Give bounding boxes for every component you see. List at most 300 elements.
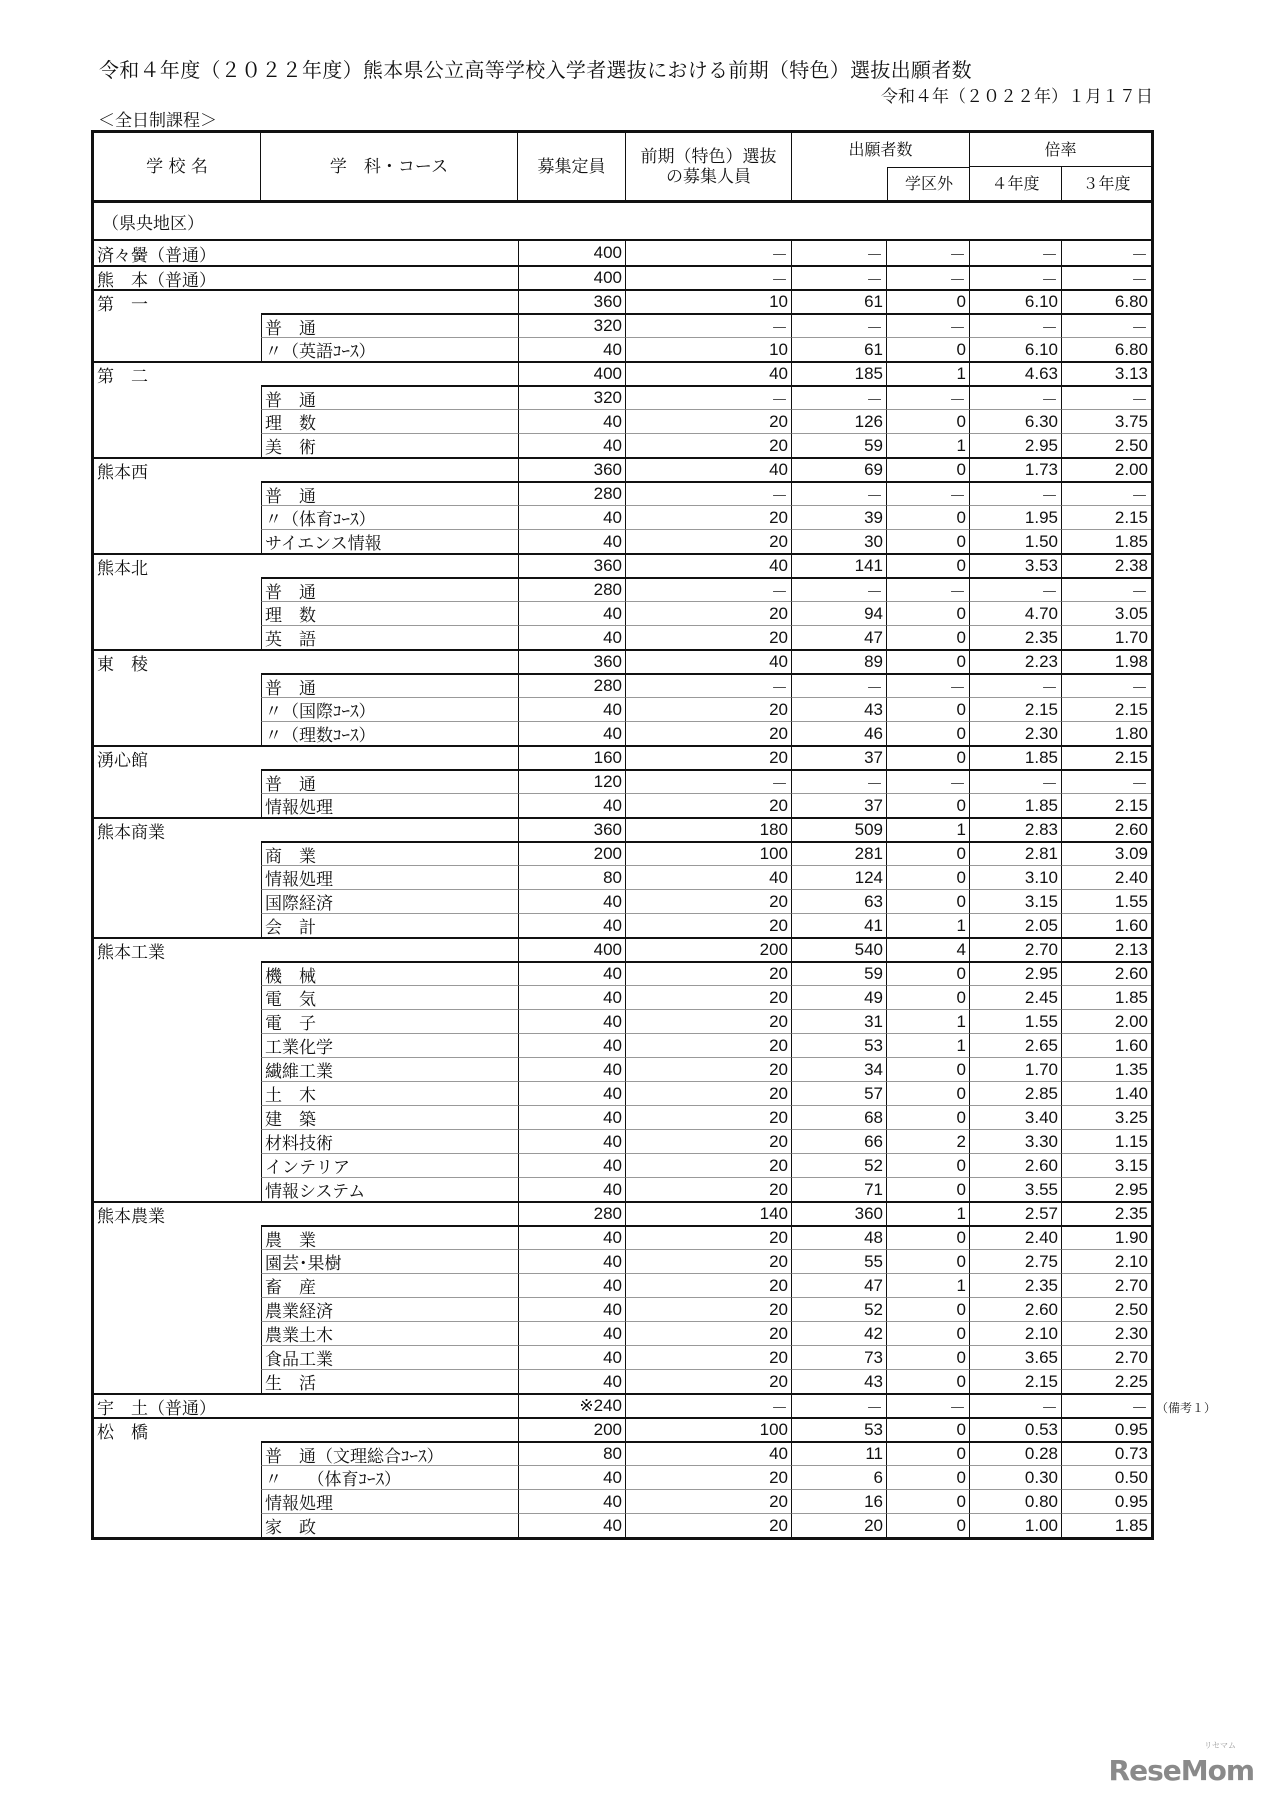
cell-ratio-r4: － — [970, 769, 1062, 793]
cell-department-name: 情報処理 — [261, 793, 518, 817]
cell-early-quota: 20 — [626, 1105, 792, 1129]
cell-ratio-r4: 3.30 — [970, 1129, 1062, 1153]
cell-school-name: 熊本西 — [97, 462, 148, 483]
cell-department-name: 畜 産 — [261, 1273, 518, 1297]
cell-ratio-r3: 2.70 — [1062, 1273, 1151, 1297]
cell-department-name: 食品工業 — [261, 1345, 518, 1369]
cell-early-quota: 100 — [626, 1419, 792, 1441]
cell-applicants: 43 — [792, 1369, 887, 1393]
cell-ratio-r4: 1.00 — [970, 1513, 1062, 1537]
department-row — [94, 673, 1151, 697]
cell-capacity: 40 — [518, 1489, 626, 1513]
cell-ratio-r4: 2.81 — [970, 841, 1062, 865]
cell-early-quota: 10 — [626, 337, 792, 361]
cell-early-quota: 40 — [626, 363, 792, 385]
cell-early-quota: － — [626, 577, 792, 601]
cell-early-quota: 140 — [626, 1203, 792, 1225]
cell-department-name: 農 業 — [261, 1225, 518, 1249]
department-row — [94, 529, 1151, 553]
cell-applicants: 185 — [792, 363, 887, 385]
cell-department-name: 商 業 — [261, 841, 518, 865]
cell-school-name: 熊本北 — [97, 558, 148, 579]
cell-early-quota: 40 — [626, 651, 792, 673]
school-row — [94, 817, 1151, 841]
cell-capacity: 40 — [518, 793, 626, 817]
cell-early-quota: 20 — [626, 433, 792, 457]
course-type-label: ＜全日制課程＞ — [98, 111, 217, 131]
school-row — [94, 457, 1151, 481]
department-row — [94, 1273, 1151, 1297]
document-date: 令和４年（２０２２年）１月１７日 — [881, 87, 1153, 107]
cell-outside-district: 0 — [887, 1369, 970, 1393]
cell-outside-district: 0 — [887, 555, 970, 577]
cell-ratio-r3: 2.13 — [1114, 940, 1148, 959]
cell-capacity: 40 — [518, 1273, 626, 1297]
department-row — [94, 889, 1151, 913]
cell-capacity: 40 — [518, 721, 626, 745]
department-row — [94, 313, 1151, 337]
cell-early-quota: 20 — [626, 961, 792, 985]
cell-early-quota: － — [626, 241, 792, 265]
department-row — [94, 1105, 1151, 1129]
cell-school-name: 熊本工業 — [97, 942, 165, 963]
cell-ratio-r4: － — [970, 1395, 1062, 1417]
cell-school-name: 第 一 — [97, 294, 148, 315]
cell-capacity: 400 — [518, 241, 626, 265]
cell-ratio-r3: 2.15 — [1062, 793, 1151, 817]
cell-outside-district: 0 — [887, 1419, 970, 1441]
cell-ratio-r3: 3.25 — [1062, 1105, 1151, 1129]
cell-school-name: 湧心館 — [97, 750, 148, 771]
cell-school-name: 熊本農業 — [97, 1206, 165, 1227]
cell-capacity: ※240 — [518, 1395, 626, 1417]
cell-applicants: 281 — [792, 841, 887, 865]
cell-outside-district: 0 — [887, 529, 970, 553]
department-row — [94, 385, 1151, 409]
cell-ratio-r4: 3.65 — [970, 1345, 1062, 1369]
cell-applicants: 61 — [792, 337, 887, 361]
cell-outside-district: 0 — [887, 1345, 970, 1369]
cell-applicants: 141 — [792, 555, 887, 577]
cell-department-name: サイエンス情報 — [261, 529, 518, 553]
department-row — [94, 481, 1151, 505]
cell-applicants: 48 — [792, 1225, 887, 1249]
department-row — [94, 913, 1151, 937]
cell-early-quota: － — [626, 385, 792, 409]
cell-ratio-r3: 2.38 — [1114, 556, 1148, 575]
cell-applicants: 360 — [792, 1203, 887, 1225]
cell-ratio-r4: 1.50 — [970, 529, 1062, 553]
cell-ratio-r3: 2.95 — [1062, 1177, 1151, 1201]
cell-department-name: 繊維工業 — [261, 1057, 518, 1081]
cell-department-name: 〃（英語ｺｰｽ） — [261, 337, 518, 361]
cell-outside-district: 0 — [887, 889, 970, 913]
cell-capacity: 40 — [518, 1321, 626, 1345]
cell-early-quota: 20 — [626, 1225, 792, 1249]
cell-outside-district: 0 — [887, 1225, 970, 1249]
cell-outside-district: － — [887, 267, 970, 289]
cell-department-name: 情報処理 — [261, 865, 518, 889]
cell-department-name: 電 子 — [261, 1009, 518, 1033]
cell-ratio-r4: 6.10 — [970, 337, 1062, 361]
cell-applicants: 46 — [792, 721, 887, 745]
cell-outside-district: － — [887, 313, 970, 337]
cell-early-quota: 20 — [626, 1273, 792, 1297]
cell-early-quota: 40 — [626, 459, 792, 481]
cell-ratio-r4: 1.85 — [970, 747, 1062, 769]
cell-outside-district: 0 — [887, 697, 970, 721]
cell-ratio-r4: 2.65 — [970, 1033, 1062, 1057]
cell-applicants: 509 — [792, 819, 887, 841]
department-row — [94, 601, 1151, 625]
cell-ratio-r3: － — [1131, 1398, 1148, 1418]
cell-capacity: 40 — [518, 409, 626, 433]
cell-ratio-r3: 6.80 — [1062, 337, 1151, 361]
school-row — [94, 289, 1151, 313]
cell-outside-district: － — [887, 241, 970, 265]
cell-applicants: 59 — [792, 961, 887, 985]
cell-ratio-r3: 1.80 — [1062, 721, 1151, 745]
cell-outside-district: 1 — [887, 433, 970, 457]
cell-applicants: － — [792, 673, 887, 697]
cell-applicants: 68 — [792, 1105, 887, 1129]
cell-department-name: 工業化学 — [261, 1033, 518, 1057]
cell-capacity: 200 — [518, 1419, 626, 1441]
cell-early-quota: 40 — [626, 865, 792, 889]
cell-ratio-r3: － — [1062, 577, 1151, 601]
cell-department-name: 生 活 — [261, 1369, 518, 1393]
cell-ratio-r3: － — [1062, 313, 1151, 337]
department-row — [94, 1057, 1151, 1081]
cell-applicants: 37 — [792, 747, 887, 769]
department-row — [94, 505, 1151, 529]
cell-capacity: 40 — [518, 889, 626, 913]
cell-school-name: 第 二 — [97, 366, 148, 387]
cell-ratio-r4: － — [970, 267, 1062, 289]
cell-outside-district: 0 — [887, 1105, 970, 1129]
cell-applicants: － — [792, 385, 887, 409]
cell-ratio-r3: 1.85 — [1062, 1513, 1151, 1537]
cell-outside-district: － — [887, 385, 970, 409]
cell-early-quota: 20 — [626, 889, 792, 913]
cell-department-name: 機 械 — [261, 961, 518, 985]
cell-ratio-r3: 2.35 — [1114, 1204, 1148, 1223]
cell-early-quota: 40 — [626, 1441, 792, 1465]
cell-ratio-r4: － — [970, 241, 1062, 265]
cell-outside-district: 0 — [887, 505, 970, 529]
cell-outside-district: 0 — [887, 291, 970, 313]
cell-early-quota: 20 — [626, 1297, 792, 1321]
cell-ratio-r3: 0.50 — [1062, 1465, 1151, 1489]
cell-ratio-r4: － — [970, 481, 1062, 505]
cell-ratio-r4: 2.40 — [970, 1225, 1062, 1249]
cell-early-quota: 20 — [626, 1129, 792, 1153]
cell-early-quota: 20 — [626, 1009, 792, 1033]
cell-applicants: 11 — [792, 1441, 887, 1465]
cell-department-name: 普 通（文理総合ｺｰｽ） — [261, 1441, 518, 1465]
cell-ratio-r4: 2.85 — [970, 1081, 1062, 1105]
remark-note: （備考１） — [1156, 1401, 1217, 1415]
cell-applicants: 126 — [792, 409, 887, 433]
cell-ratio-r4: 6.30 — [970, 409, 1062, 433]
cell-ratio-r4: 0.80 — [970, 1489, 1062, 1513]
cell-ratio-r3: 1.15 — [1062, 1129, 1151, 1153]
cell-department-name: 農業経済 — [261, 1297, 518, 1321]
cell-applicants: 53 — [792, 1419, 887, 1441]
cell-department-name: 普 通 — [261, 385, 518, 409]
cell-ratio-r3: 1.85 — [1062, 985, 1151, 1009]
cell-department-name: 理 数 — [261, 409, 518, 433]
cell-outside-district: － — [887, 1395, 970, 1417]
cell-ratio-r3: 1.60 — [1062, 1033, 1151, 1057]
cell-outside-district: 1 — [887, 1033, 970, 1057]
cell-outside-district: 0 — [887, 1297, 970, 1321]
cell-ratio-r3: 2.15 — [1114, 748, 1148, 767]
cell-ratio-r3: 2.10 — [1062, 1249, 1151, 1273]
cell-ratio-r4: 2.57 — [970, 1203, 1062, 1225]
cell-department-name: 普 通 — [261, 313, 518, 337]
department-row — [94, 865, 1151, 889]
cell-early-quota: 20 — [626, 697, 792, 721]
cell-ratio-r3: 2.60 — [1062, 961, 1151, 985]
cell-early-quota: 20 — [626, 625, 792, 649]
cell-ratio-r4: 1.73 — [970, 459, 1062, 481]
cell-outside-district: 0 — [887, 985, 970, 1009]
cell-school-name: 済々黌（普通） — [97, 245, 216, 266]
cell-capacity: 40 — [518, 601, 626, 625]
cell-outside-district: － — [887, 481, 970, 505]
cell-capacity: 40 — [518, 529, 626, 553]
col-header-applicants: 出願者数 — [848, 140, 913, 159]
cell-early-quota: 20 — [626, 601, 792, 625]
cell-ratio-r3: 0.95 — [1062, 1489, 1151, 1513]
cell-ratio-r3: 3.75 — [1062, 409, 1151, 433]
col-header-school: 学 校 名 — [94, 133, 261, 200]
cell-ratio-r3: 2.70 — [1062, 1345, 1151, 1369]
department-row — [94, 1153, 1151, 1177]
cell-capacity: 320 — [518, 313, 626, 337]
cell-department-name: 普 通 — [261, 577, 518, 601]
cell-capacity: 40 — [518, 433, 626, 457]
department-row — [94, 721, 1151, 745]
cell-early-quota: 20 — [626, 1321, 792, 1345]
cell-capacity: 40 — [518, 1369, 626, 1393]
cell-department-name: 会 計 — [261, 913, 518, 937]
department-row — [94, 793, 1151, 817]
cell-capacity: 80 — [518, 1441, 626, 1465]
cell-capacity: 80 — [518, 865, 626, 889]
cell-early-quota: 20 — [626, 1369, 792, 1393]
cell-early-quota: 20 — [626, 1153, 792, 1177]
cell-ratio-r4: 0.53 — [970, 1419, 1062, 1441]
cell-ratio-r4: 2.30 — [970, 721, 1062, 745]
department-row — [94, 1297, 1151, 1321]
cell-applicants: － — [792, 241, 887, 265]
cell-ratio-r4: 2.15 — [970, 697, 1062, 721]
cell-department-name: 情報処理 — [261, 1489, 518, 1513]
cell-applicants: 47 — [792, 1273, 887, 1297]
cell-capacity: 40 — [518, 985, 626, 1009]
cell-outside-district: 1 — [887, 819, 970, 841]
cell-applicants: 47 — [792, 625, 887, 649]
department-row — [94, 337, 1151, 361]
cell-outside-district: 0 — [887, 337, 970, 361]
cell-department-name: 材料技術 — [261, 1129, 518, 1153]
cell-ratio-r3: － — [1062, 385, 1151, 409]
col-header-capacity: 募集定員 — [518, 133, 626, 200]
cell-early-quota: 200 — [626, 939, 792, 961]
cell-department-name: 家 政 — [261, 1513, 518, 1537]
cell-ratio-r4: 4.70 — [970, 601, 1062, 625]
department-row — [94, 1081, 1151, 1105]
department-row — [94, 1321, 1151, 1345]
cell-early-quota: 20 — [626, 721, 792, 745]
department-row — [94, 1369, 1151, 1393]
cell-capacity: 120 — [518, 769, 626, 793]
cell-applicants: 63 — [792, 889, 887, 913]
cell-early-quota: － — [626, 267, 792, 289]
cell-ratio-r3: － — [1131, 270, 1148, 290]
cell-early-quota: 20 — [626, 409, 792, 433]
cell-ratio-r4: 2.60 — [970, 1297, 1062, 1321]
cell-early-quota: 20 — [626, 1177, 792, 1201]
col-header-outside-district: 学区外 — [887, 167, 970, 200]
cell-applicants: － — [792, 481, 887, 505]
cell-early-quota: 20 — [626, 1513, 792, 1537]
cell-applicants: 43 — [792, 697, 887, 721]
watermark-kana: リセマム — [1204, 1741, 1236, 1750]
cell-outside-district: 4 — [887, 939, 970, 961]
table-header — [94, 133, 1151, 203]
cell-applicants: － — [792, 313, 887, 337]
cell-capacity: 40 — [518, 1009, 626, 1033]
cell-applicants: 73 — [792, 1345, 887, 1369]
cell-ratio-r4: 2.95 — [970, 433, 1062, 457]
cell-capacity: 360 — [518, 651, 626, 673]
cell-ratio-r4: 1.85 — [970, 793, 1062, 817]
department-row — [94, 1513, 1151, 1537]
cell-ratio-r3: 2.25 — [1062, 1369, 1151, 1393]
cell-capacity: 40 — [518, 1081, 626, 1105]
cell-department-name: 普 通 — [261, 673, 518, 697]
cell-department-name: 〃 （体育ｺｰｽ） — [261, 1465, 518, 1489]
cell-applicants: 540 — [792, 939, 887, 961]
cell-ratio-r3: 1.55 — [1062, 889, 1151, 913]
cell-ratio-r4: 1.70 — [970, 1057, 1062, 1081]
region-label: （県央地区） — [94, 203, 1151, 241]
cell-department-name: 英 語 — [261, 625, 518, 649]
cell-ratio-r3: 1.85 — [1062, 529, 1151, 553]
cell-applicants: 30 — [792, 529, 887, 553]
cell-early-quota: 20 — [626, 1249, 792, 1273]
cell-capacity: 360 — [518, 819, 626, 841]
cell-ratio-r4: 2.60 — [970, 1153, 1062, 1177]
cell-ratio-r3: 2.50 — [1062, 1297, 1151, 1321]
cell-capacity: 280 — [518, 577, 626, 601]
department-row — [94, 1441, 1151, 1465]
department-row — [94, 1225, 1151, 1249]
cell-applicants: 16 — [792, 1489, 887, 1513]
cell-early-quota: 100 — [626, 841, 792, 865]
cell-ratio-r4: 2.45 — [970, 985, 1062, 1009]
cell-school-name: 熊 本（普通） — [97, 270, 216, 291]
cell-capacity: 40 — [518, 1465, 626, 1489]
cell-outside-district: 0 — [887, 1057, 970, 1081]
cell-ratio-r3: － — [1131, 245, 1148, 265]
cell-outside-district: 0 — [887, 625, 970, 649]
cell-capacity: 40 — [518, 697, 626, 721]
cell-capacity: 160 — [518, 747, 626, 769]
school-row — [94, 937, 1151, 961]
cell-ratio-r3: 3.09 — [1062, 841, 1151, 865]
cell-ratio-r3: 2.50 — [1062, 433, 1151, 457]
cell-department-name: 土 木 — [261, 1081, 518, 1105]
cell-school-name: 松 橋 — [97, 1422, 148, 1443]
cell-ratio-r3: － — [1062, 673, 1151, 697]
cell-early-quota: 40 — [626, 555, 792, 577]
cell-capacity: 400 — [518, 939, 626, 961]
department-row — [94, 625, 1151, 649]
cell-early-quota: － — [626, 673, 792, 697]
cell-early-quota: 20 — [626, 985, 792, 1009]
cell-capacity: 40 — [518, 1177, 626, 1201]
table-body — [94, 241, 1217, 1538]
cell-ratio-r3: － — [1062, 481, 1151, 505]
cell-outside-district: 1 — [887, 1273, 970, 1297]
cell-applicants: 66 — [792, 1129, 887, 1153]
cell-outside-district: 0 — [887, 747, 970, 769]
cell-outside-district: － — [887, 769, 970, 793]
cell-ratio-r3: 1.40 — [1062, 1081, 1151, 1105]
cell-early-quota: － — [626, 313, 792, 337]
cell-applicants: 53 — [792, 1033, 887, 1057]
cell-ratio-r4: 2.70 — [970, 939, 1062, 961]
col-header-ratio: 倍率 — [970, 133, 1151, 167]
cell-capacity: 360 — [518, 291, 626, 313]
cell-applicants: － — [792, 577, 887, 601]
cell-capacity: 280 — [518, 481, 626, 505]
col-header-ratio-r3: ３年度 — [1082, 173, 1131, 193]
watermark-logo: ReseMom — [1108, 1754, 1254, 1787]
department-row — [94, 961, 1151, 985]
cell-outside-district: 0 — [887, 1177, 970, 1201]
cell-outside-district: 0 — [887, 601, 970, 625]
cell-capacity: 40 — [518, 1033, 626, 1057]
department-row — [94, 409, 1151, 433]
cell-ratio-r4: 0.30 — [970, 1465, 1062, 1489]
cell-capacity: 200 — [518, 841, 626, 865]
school-row — [94, 1201, 1151, 1225]
cell-applicants: 124 — [792, 865, 887, 889]
cell-capacity: 40 — [518, 1153, 626, 1177]
cell-ratio-r4: 2.10 — [970, 1321, 1062, 1345]
school-row — [94, 745, 1151, 769]
cell-applicants: 61 — [792, 291, 887, 313]
cell-outside-district: － — [887, 673, 970, 697]
cell-department-name: 美 術 — [261, 433, 518, 457]
cell-outside-district: 0 — [887, 793, 970, 817]
department-row — [94, 1129, 1151, 1153]
cell-ratio-r3: 1.35 — [1062, 1057, 1151, 1081]
cell-capacity: 40 — [518, 625, 626, 649]
cell-ratio-r4: 2.83 — [970, 819, 1062, 841]
cell-ratio-r4: － — [970, 385, 1062, 409]
col-header-ratio-r4: ４年度 — [970, 167, 1062, 200]
cell-outside-district: 0 — [887, 721, 970, 745]
cell-capacity: 40 — [518, 505, 626, 529]
cell-school-name: 宇 土（普通） — [97, 1398, 216, 1419]
department-row — [94, 1345, 1151, 1369]
